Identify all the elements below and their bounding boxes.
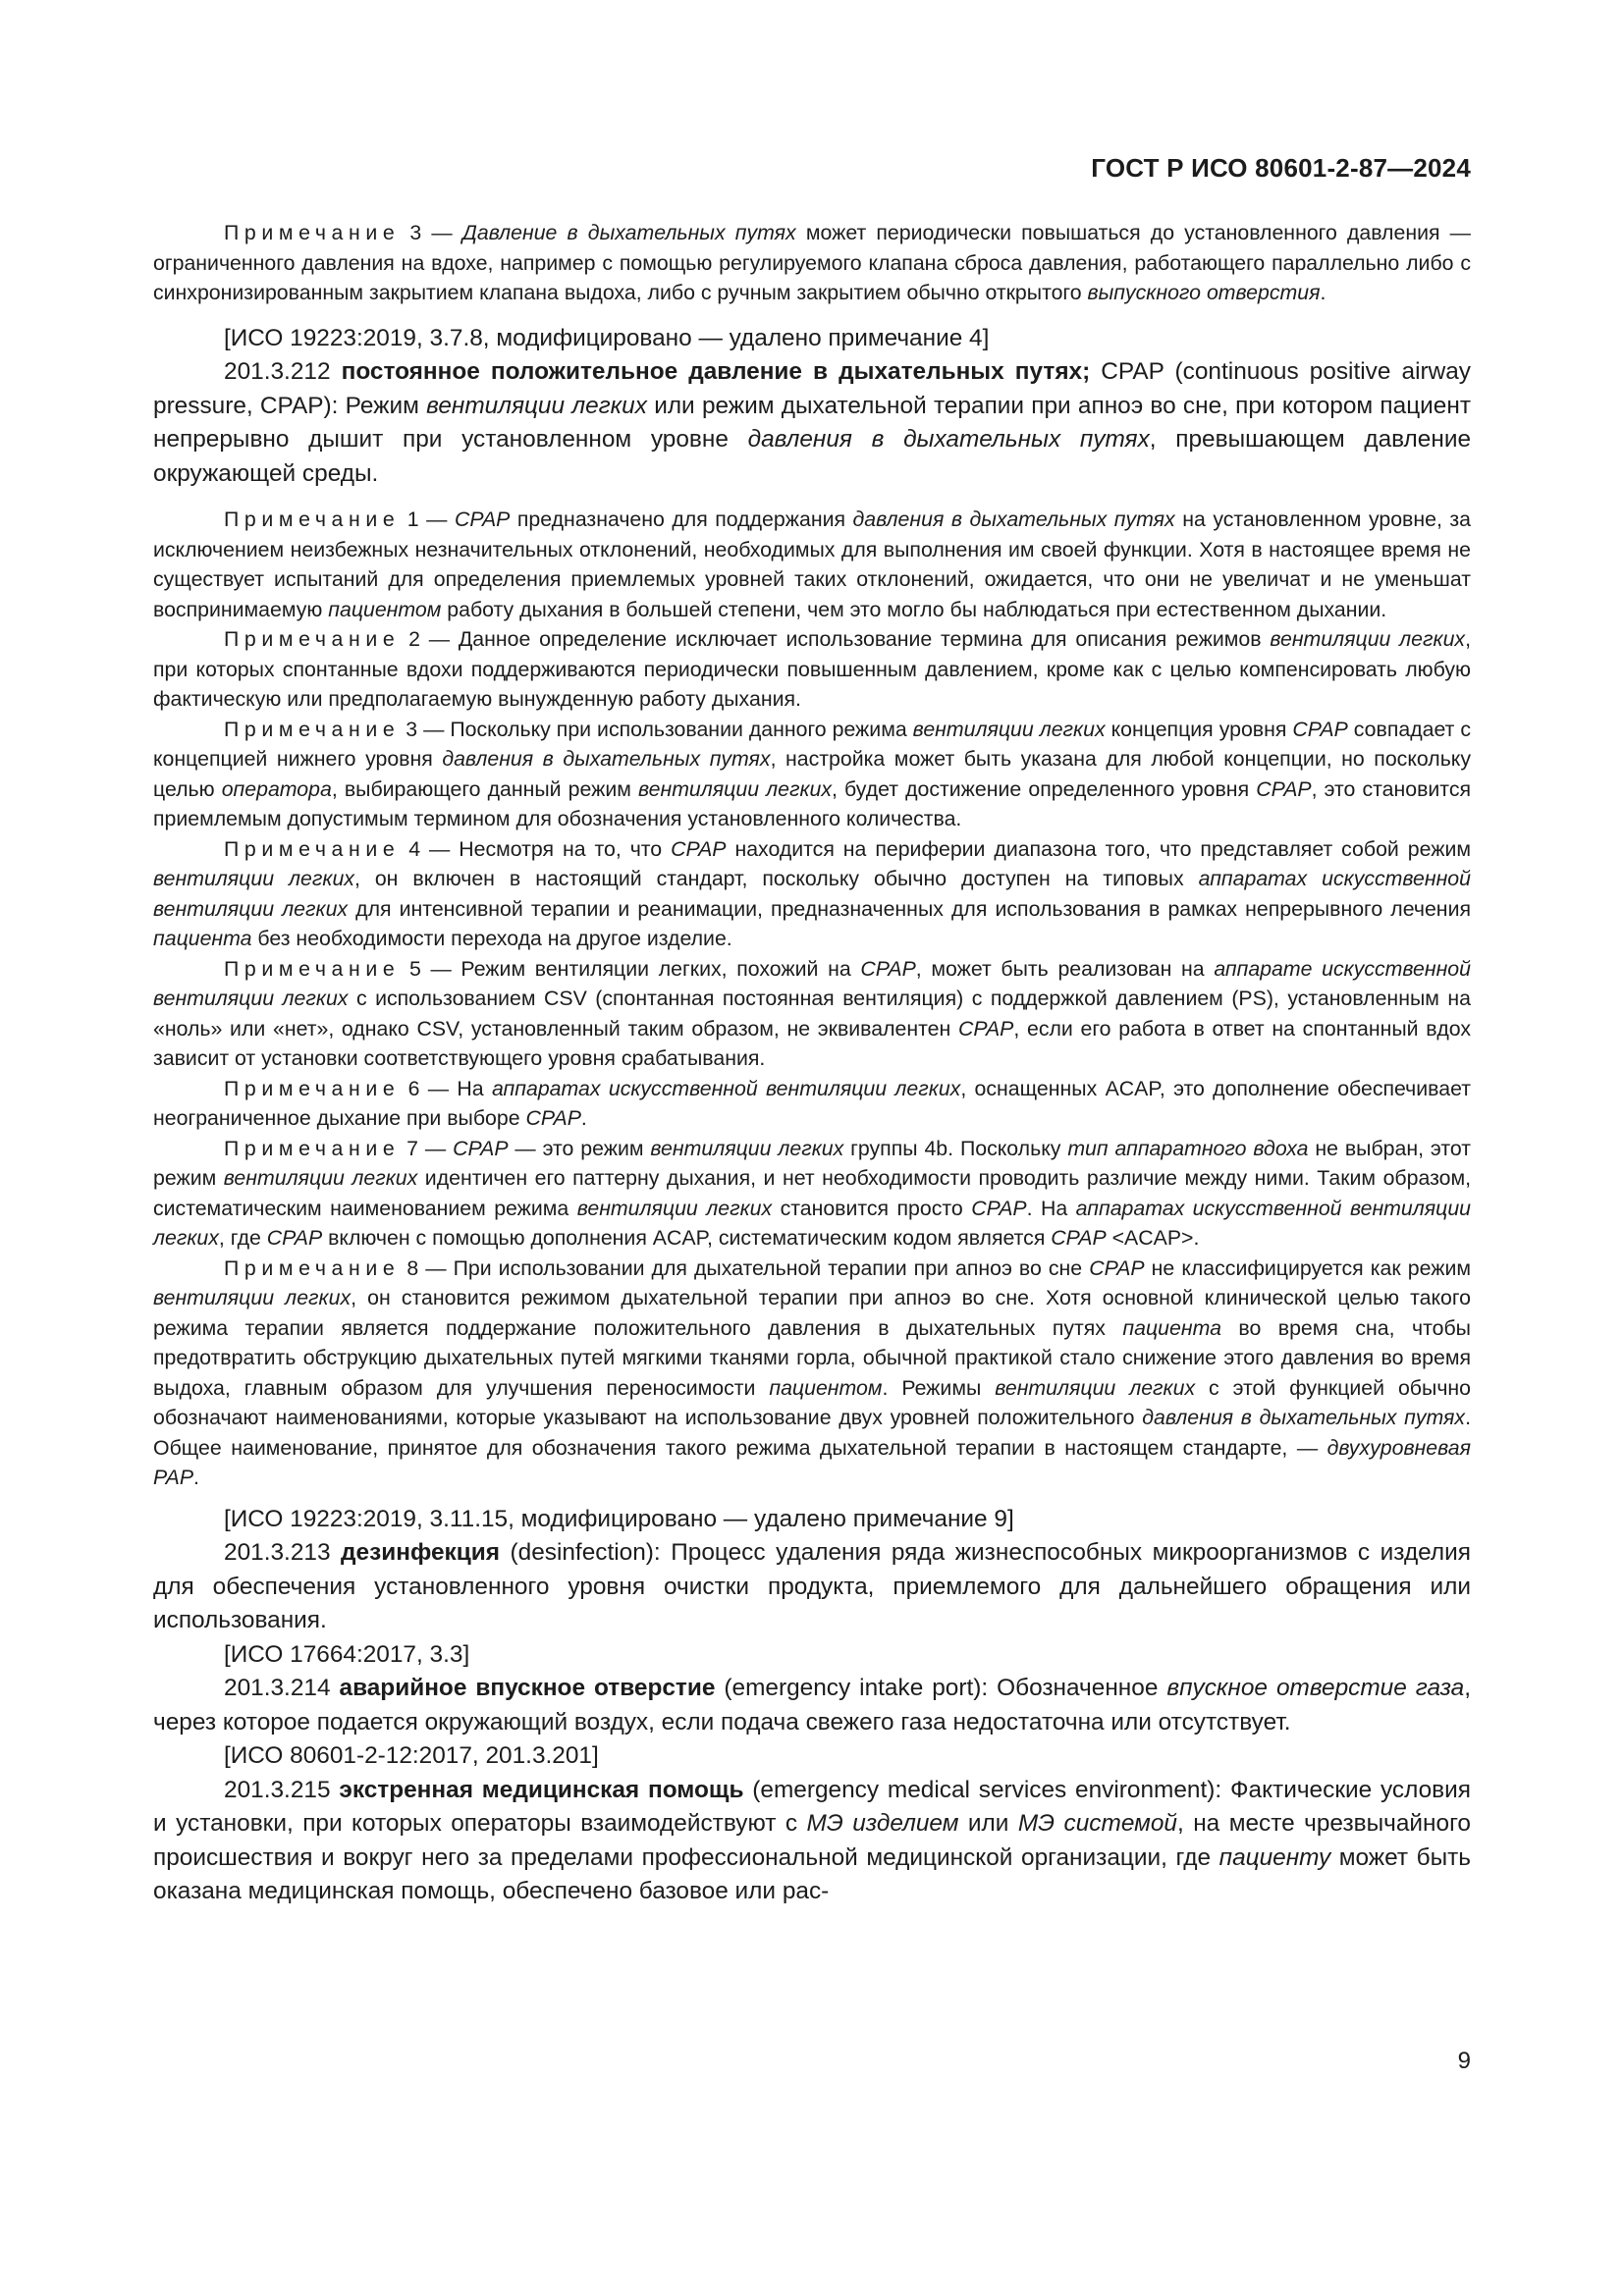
text-run: концепция уровня <box>1105 717 1293 741</box>
text-run: , если его работа в ответ на спонтанный вдох зависит от установки соответствующего уровня срабатывания. <box>153 1016 1471 1070</box>
emphasis: аппарате искусственной вентиляции легких <box>153 956 1472 1010</box>
term: экстренная медицинская помощь <box>339 1776 744 1803</box>
emphasis: давления в дыхательных путях <box>747 426 1150 453</box>
text-run: — это режим <box>508 1136 651 1160</box>
emphasis: двухуровневая PAP <box>153 1435 1471 1489</box>
emphasis: вентиляции легких <box>650 1136 844 1160</box>
p-ref-1 <box>153 322 1471 356</box>
text-run: <ACAP>. <box>1106 1226 1200 1250</box>
text-run: на установленном уровне, за исключением неизбежных незначительных отклонений, необходимых для выполнения им своей функции. Хотя в настоящее время не существует испытаний для определения приемлемых уровней таких отклонений, ожидается, что они не увеличат и не уменьшат воспринимаемую <box>153 507 1472 621</box>
p-212-n5 <box>153 954 1471 1074</box>
text-run: CPAP (continuous positive airway pressure, CPAP): Режим <box>153 358 1471 419</box>
text-run: идентичен его паттерну дыхания, и нет необходимости проводить различие между ними. Таким образом, систематическим наименованием режима <box>153 1166 1471 1220</box>
text-run: для интенсивной терапии и реанимации, предназначенных для использования в рамках непрерывного лечения <box>348 896 1471 921</box>
term: дезинфекция <box>341 1539 500 1566</box>
text-run: (desinfection): Процесс удаления ряда жизнеспособных микроорганизмов с изделия для обеспечения установленного уровня очистки продукта, приемлемого для дальнейшего обращения или использования. <box>153 1539 1471 1633</box>
text-run: , настройка может быть указана для любой концепции, но поскольку целью <box>153 747 1471 801</box>
emphasis: пациента <box>153 927 252 950</box>
note-label: Примечание <box>224 717 401 741</box>
text-run: (emergency intake port): Обозначенное <box>715 1675 1167 1701</box>
note-label: Примечание <box>224 221 401 244</box>
text-run: 4 — Несмотря на то, что <box>400 836 672 861</box>
text-run: , он становится режимом дыхательной терапии при апноэ во сне. Хотя основной клинической целью такого режима терапии является поддержание положительного давления в дыхательных путях <box>153 1286 1471 1340</box>
p-212-n3 <box>153 715 1471 834</box>
p-212 <box>153 355 1471 491</box>
emphasis: пациента <box>1122 1315 1221 1340</box>
emphasis: вентиляции легких <box>576 1196 773 1220</box>
emphasis: вентиляции легких <box>426 392 647 419</box>
p-212-n2 <box>153 624 1471 715</box>
emphasis: тип аппаратного вдоха <box>1067 1136 1309 1160</box>
p-213 <box>153 1536 1471 1638</box>
text-run: , оснащенных ACAP, это дополнение обеспечивает неограниченное дыхание при выборе <box>153 1076 1471 1130</box>
text-run: без необходимости перехода на другое изделие. <box>251 927 732 950</box>
text-run: , он включен в настоящий стандарт, поскольку обычно доступен на типовых <box>353 867 1199 890</box>
text-run: . <box>1320 281 1326 304</box>
emphasis: впускное отверстие газа <box>1166 1675 1465 1701</box>
term: аварийное впускное отверстие <box>339 1675 716 1701</box>
text-run: , при которых спонтанные вдохи поддерживаются периодически повышенным давлением, кроме как с целью компенсировать любую фактическую или предполагаемую вынужденную работу дыхания. <box>153 627 1472 711</box>
emphasis: CPAP <box>1089 1255 1145 1280</box>
text-run: работу дыхания в большей степени, чем это могло бы наблюдаться при естественном дыхании. <box>441 597 1387 621</box>
emphasis: давления в дыхательных путях <box>1142 1406 1466 1429</box>
text-run: , через которое подается окружающий воздух, если подача свежего газа недостаточна или отсутствует. <box>153 1675 1471 1735</box>
emphasis: аппаратах искусственной вентиляции легких <box>153 867 1472 921</box>
page-number: 9 <box>1457 2048 1471 2074</box>
text-run: , выбирающего данный режим <box>331 776 638 801</box>
p-215 <box>153 1774 1471 1909</box>
emphasis: оператора <box>221 776 332 801</box>
text-run: 3 — <box>400 221 462 244</box>
emphasis: CPAP <box>1051 1226 1107 1250</box>
text-run: не выбран, этот режим <box>153 1136 1471 1190</box>
emphasis: давления в дыхательных путях <box>442 747 771 771</box>
text-run: (emergency medical services environment): Фактические условия и установки, при которых операторы взаимодействуют с <box>153 1776 1471 1837</box>
text-run: 201.3.212 <box>224 358 342 385</box>
note-label: Примечание <box>224 956 401 981</box>
text-run: . <box>193 1466 199 1489</box>
text-run: , может быть реализован на <box>915 956 1215 981</box>
text-run: , на месте чрезвычайного происшествия и вокруг него за пределами профессиональной медицинской организации, где <box>153 1810 1471 1871</box>
text-run: 3 — Поскольку при использовании данного режима <box>400 717 913 741</box>
text-run: 8 — При использовании для дыхательной терапии при апноэ во сне <box>400 1255 1090 1280</box>
text-run: , будет достижение определенного уровня <box>832 776 1257 801</box>
emphasis: МЭ системой <box>1017 1810 1177 1837</box>
emphasis: CPAP <box>454 507 511 531</box>
text-run: [ИСО 80601-2-12:2017, 201.3.201] <box>224 1742 599 1769</box>
emphasis: пациенту <box>1218 1843 1331 1871</box>
text-run: . На <box>1026 1196 1076 1220</box>
p-212-n6 <box>153 1074 1471 1134</box>
text-run: . <box>580 1106 587 1130</box>
text-run: 201.3.214 <box>224 1675 340 1701</box>
p-212-n4 <box>153 834 1471 954</box>
text-run: не классифицируется как режим <box>1144 1255 1471 1280</box>
p-ref-3 <box>153 1638 1471 1673</box>
emphasis: МЭ изделием <box>806 1810 959 1837</box>
text-run: 6 — На <box>400 1076 492 1100</box>
emphasis: CPAP <box>860 956 916 981</box>
emphasis: CPAP <box>971 1196 1027 1220</box>
emphasis: CPAP <box>525 1106 581 1130</box>
text-run: [ИСО 19223:2019, 3.11.15, модифицировано — удалено примечание 9] <box>224 1505 1014 1532</box>
note-label: Примечание <box>224 836 401 861</box>
note-label: Примечание <box>224 507 401 531</box>
text-run: 2 — Данное определение исключает использование термина для описания режимов <box>400 627 1271 651</box>
p-note3-prev <box>153 218 1471 308</box>
text-run: [ИСО 17664:2017, 3.3] <box>224 1640 470 1668</box>
emphasis: вентиляции легких <box>995 1375 1196 1400</box>
emphasis: выпускного отверстия <box>1087 281 1321 304</box>
emphasis: вентиляции легких <box>1270 627 1466 651</box>
term: постоянное положительное давление в дыхательных путях; <box>341 358 1091 385</box>
text-run: может периодически повышаться до установленного давления — ограниченного давления на вдохе, например с помощью регулируемого клапана сброса давления, работающего параллельно либо с синхронизированным закрытием клапана выдоха, либо с ручным закрытием обычно открытого <box>153 221 1471 304</box>
note-label: Примечание <box>224 627 401 651</box>
emphasis: Давление в дыхательных путях <box>461 221 796 244</box>
p-212-n1 <box>153 505 1471 624</box>
text-run: с этой функцией обычно обозначают наименованиями, которые указывают на использование двух уровней положительного <box>153 1375 1472 1429</box>
emphasis: вентиляции легких <box>912 717 1106 741</box>
text-run: [ИСО 19223:2019, 3.7.8, модифицировано — удалено примечание 4] <box>224 324 990 351</box>
emphasis: аппаратах искусственной вентиляции легких <box>153 1196 1472 1250</box>
text-run: , это становится приемлемым допустимым термином для обозначения установленного количества. <box>153 776 1471 830</box>
emphasis: пациентом <box>328 597 442 621</box>
emphasis: CPAP <box>1292 717 1348 741</box>
p-212-n8 <box>153 1254 1471 1493</box>
emphasis: давления в дыхательных путях <box>852 507 1175 531</box>
emphasis: аппаратах искусственной вентиляции легких <box>491 1076 961 1100</box>
text-run: с использованием CSV (спонтанная постоянная вентиляция) с поддержкой давлением (PS), установленным на «ноль» или «нет», однако CSV, установленный таким образом, не эквивалентен <box>153 987 1472 1041</box>
p-ref-4 <box>153 1739 1471 1774</box>
p-ref-2 <box>153 1503 1471 1537</box>
text-run: может быть оказана медицинская помощь, обеспечено базовое или рас- <box>153 1843 1471 1904</box>
emphasis: вентиляции легких <box>153 1286 352 1309</box>
text-run: 1 — <box>400 507 455 531</box>
text-run: 201.3.213 <box>224 1539 342 1566</box>
emphasis: вентиляции легких <box>223 1166 418 1190</box>
note-label: Примечание <box>224 1255 401 1280</box>
text-run: или <box>958 1810 1018 1837</box>
text-run: , превышающем давление окружающей среды. <box>153 426 1472 487</box>
standard-designation: ГОСТ Р ИСО 80601-2-87—2024 <box>1091 153 1471 183</box>
emphasis: CPAP <box>1256 776 1312 801</box>
note-label: Примечание <box>224 1076 401 1100</box>
text-run: становится просто <box>772 1196 972 1220</box>
text-run: . Общее наименование, принятое для обозначения такого режима дыхательной терапии в настоящем стандарте, — <box>153 1406 1472 1460</box>
text-run: совпадает с концепцией нижнего уровня <box>153 717 1471 771</box>
text-run: 5 — Режим вентиляции легких, похожий на <box>400 956 861 981</box>
emphasis: вентиляции легких <box>637 776 833 801</box>
note-label: Примечание <box>224 1136 401 1160</box>
text-run: 201.3.215 <box>224 1776 340 1803</box>
text-run: , где <box>218 1226 267 1250</box>
emphasis: пациентом <box>769 1375 883 1400</box>
text-run: включен с помощью дополнения ACAP, систематическим кодом является <box>322 1226 1052 1250</box>
text-run: находится на периферии диапазона того, что представляет собой режим <box>726 836 1471 861</box>
emphasis: CPAP <box>266 1226 323 1250</box>
emphasis: вентиляции легких <box>153 867 354 890</box>
emphasis: CPAP <box>671 836 727 861</box>
p-214 <box>153 1672 1471 1739</box>
emphasis: CPAP <box>453 1136 509 1160</box>
document-body <box>153 218 1471 1909</box>
text-run: предназначено для поддержания <box>510 507 853 531</box>
p-212-n7 <box>153 1134 1471 1254</box>
text-run: группы 4b. Поскольку <box>843 1136 1068 1160</box>
emphasis: CPAP <box>957 1016 1014 1041</box>
text-run: . Режимы <box>882 1375 996 1400</box>
text-run: во время сна, чтобы предотвратить обструкцию дыхательных путей мягкими тканями горла, обычной практикой стало снижение этого давления во время выдоха, главным образом для улучшения переносимости <box>153 1315 1471 1400</box>
text-run: 7 — <box>400 1136 454 1160</box>
text-run: или режим дыхательной терапии при апноэ во сне, при котором пациент непрерывно дышит при установленном уровне <box>153 392 1471 453</box>
